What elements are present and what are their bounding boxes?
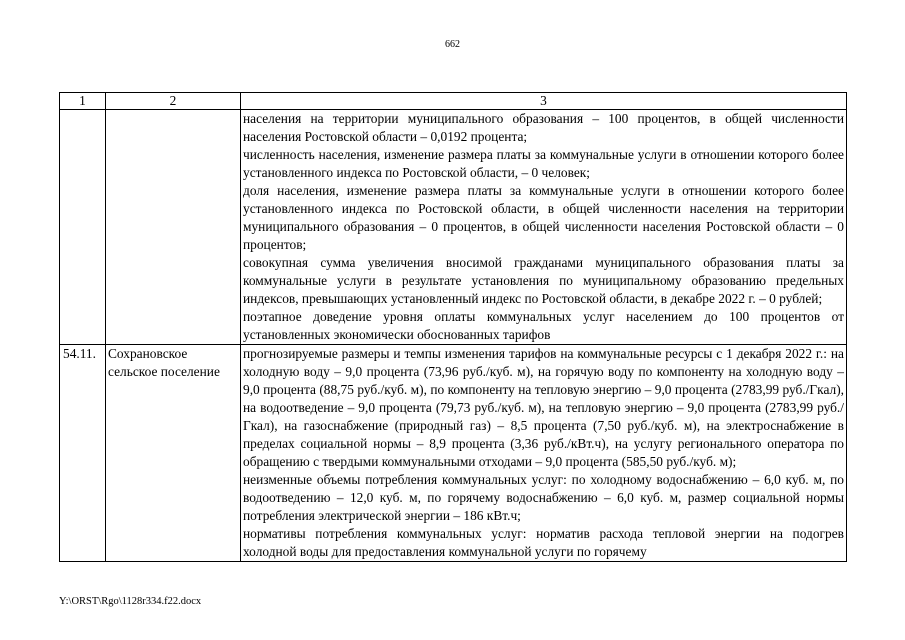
tariff-table [59,92,847,562]
municipality-name-line: Сохрановское [108,346,188,361]
indicator-paragraph: доля населения, изменение размера платы за коммунальные услуги в отношении которого более установленного индекса по Ростовской области, в общей численности населения на территории муниципального образования – 0 процентов, в общей численности населения Ростовской области – 0 процентов; [243,183,844,252]
column-header-1: 1 [60,93,106,110]
indicator-paragraph: нормативы потребления коммунальных услуг: норматив расхода тепловой энергии на подогрев холодной воды для предоставления коммунальной услуги по горячему [243,526,844,559]
column-header-2: 2 [106,93,241,110]
table-row [60,110,847,345]
municipality-name-cell [106,345,241,562]
indicator-paragraph: неизменные объемы потребления коммунальных услуг: по холодному водоснабжению – 6,0 куб. м, по водоотведению – 12,0 куб. м, по горячему водоснабжению – 6,0 куб. м, размер социальной нормы потребления электрической энергии – 186 кВт.ч; [243,472,844,523]
indicator-paragraph: поэтапное доведение уровня оплаты коммунальных услуг населением до 100 процентов от установленных экономически обоснованных тарифов [243,309,844,342]
indicator-paragraph: населения на территории муниципального образования – 100 процентов, в общей численности населения Ростовской области – 0,0192 процента; [243,111,844,144]
document-file-path: Y:\ORST\Rgo\1128r334.f22.docx [59,596,202,607]
table-row [60,345,847,562]
municipality-name-cell [106,110,241,345]
indicators-cell [241,110,847,345]
municipality-name-line: сельское поселение [108,364,220,379]
indicator-paragraph: численность населения, изменение размера платы за коммунальные услуги в отношении которого более установленного индекса по Ростовской области, – 0 человек; [243,147,844,180]
table-header-row [60,93,847,110]
indicator-paragraph: совокупная сумма увеличения вносимой гражданами муниципального образования платы за коммунальные услуги в результате установления по муниципальному образованию предельных индексов, превышающих установленный индекс по Ростовской области, в декабре 2022 г. – 0 рублей; [243,255,844,306]
row-number-cell [60,110,106,345]
indicators-cell [241,345,847,562]
row-number-cell: 54.11. [60,345,106,562]
indicator-paragraph: прогнозируемые размеры и темпы изменения тарифов на коммунальные ресурсы с 1 декабря 2022 г.: на холодную воду – 9,0 процента (73,96 руб./куб. м), на горячую воду по компоненту на холодную воду – 9,0 процента (88,75 руб./куб. м), по компоненту на тепловую энергию – 9,0 процента (2783,99 руб./Гкал), на водоотведение – 9,0 процента (79,73 руб./куб. м), на тепловую энергию – 9,0 процента (2783,99 руб./Гкал), на газоснабжение (природный газ) – 8,5 процента (7,50 руб./куб. м), на электроснабжение в пределах социальной нормы – 8,9 процента (3,36 руб./кВт.ч), на услугу регионального оператора по обращению с твердыми коммунальными отходами – 9,0 процента (585,50 руб./куб. м); [243,346,844,469]
page-number: 662 [445,39,460,50]
column-header-3: 3 [241,93,847,110]
